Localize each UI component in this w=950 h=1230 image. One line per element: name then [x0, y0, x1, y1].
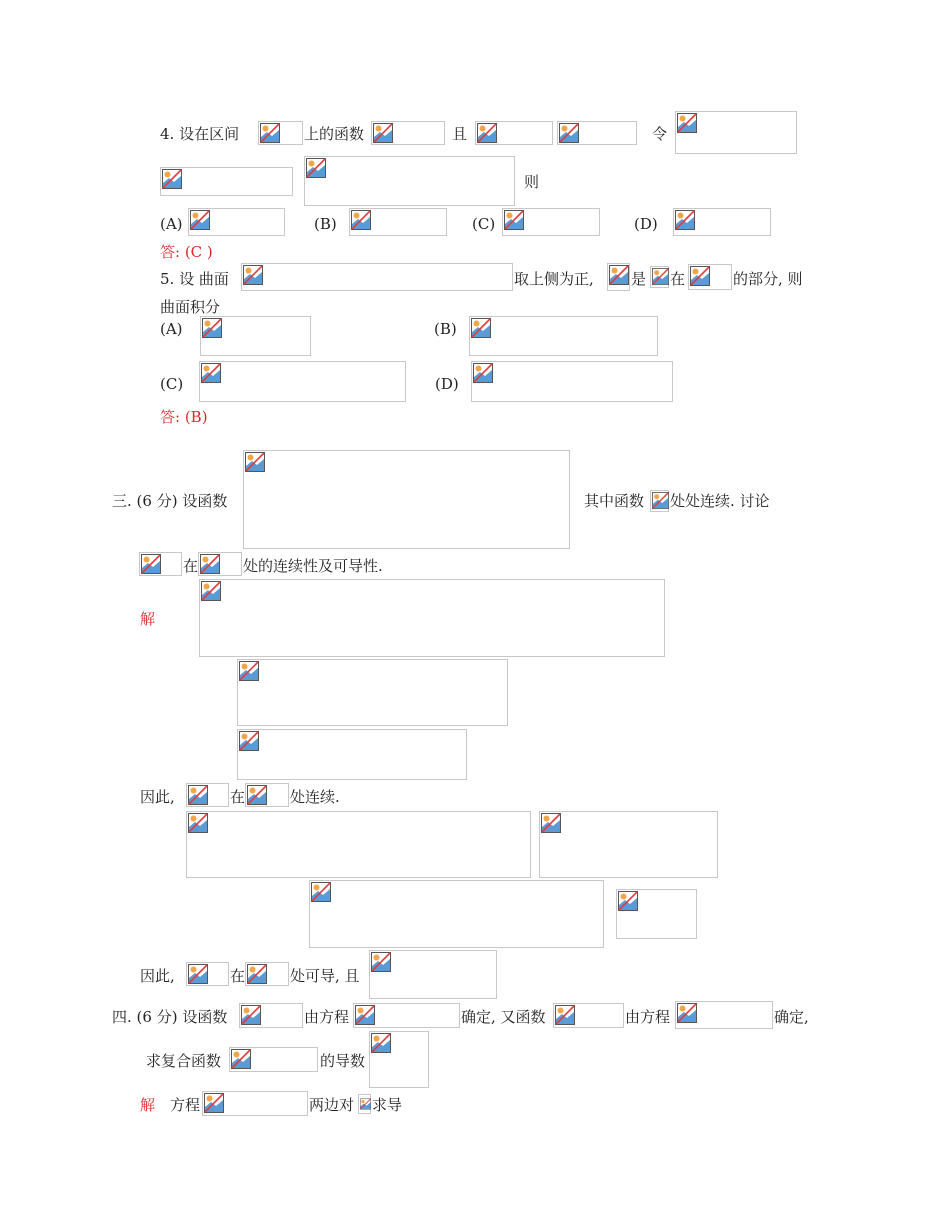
broken-image-icon — [618, 891, 638, 911]
s3-text: 因此, — [140, 788, 175, 806]
formula-image — [188, 208, 285, 236]
formula-image — [199, 579, 665, 657]
solution-label: 解 — [140, 610, 156, 628]
broken-image-icon — [690, 266, 710, 286]
broken-image-icon — [201, 363, 221, 383]
broken-image-icon — [141, 554, 161, 574]
broken-image-icon — [555, 1005, 575, 1025]
formula-image — [239, 1003, 303, 1028]
s4-text: 由方程 — [304, 1008, 350, 1026]
section-3-heading: 三. (6 分) 设函数 — [112, 492, 228, 510]
answer-text: 答: (C ) — [160, 243, 213, 261]
broken-image-icon — [504, 210, 524, 230]
formula-image — [304, 156, 515, 206]
solution-label: 解 — [140, 1096, 156, 1114]
q4-text: 4. 设在区间 — [160, 125, 240, 143]
broken-image-icon — [202, 318, 222, 338]
formula-image — [553, 1003, 624, 1028]
s3-text: 在 — [230, 788, 246, 806]
option-d-label: (D) — [435, 375, 459, 393]
broken-image-icon — [239, 731, 259, 751]
broken-image-icon — [247, 785, 267, 805]
broken-image-icon — [201, 581, 221, 601]
answer-text: 答: (B) — [160, 408, 208, 426]
broken-image-icon — [351, 210, 371, 230]
broken-image-icon — [311, 882, 331, 902]
formula-image — [198, 552, 242, 576]
q4-text: 上的函数 — [304, 125, 365, 143]
broken-image-icon — [541, 813, 561, 833]
formula-image — [475, 121, 553, 145]
formula-image — [471, 361, 673, 402]
formula-image — [186, 962, 229, 986]
s4-text: 求导 — [372, 1096, 403, 1114]
formula-image — [186, 811, 531, 878]
formula-image — [160, 167, 293, 196]
broken-image-icon — [188, 813, 208, 833]
formula-image — [245, 783, 289, 807]
broken-image-icon — [652, 492, 669, 509]
formula-image — [369, 950, 497, 999]
formula-image — [502, 208, 600, 236]
s3-text: 在 — [230, 967, 246, 985]
s3-text: 处可导, 且 — [290, 967, 360, 985]
broken-image-icon — [204, 1093, 224, 1113]
formula-image — [237, 729, 467, 780]
formula-image — [241, 263, 513, 291]
s4-text: 的导数 — [320, 1052, 366, 1070]
broken-image-icon — [675, 210, 695, 230]
formula-image — [353, 1003, 460, 1028]
formula-image — [202, 1091, 308, 1116]
formula-image — [675, 111, 797, 154]
q4-text: 令 — [652, 125, 668, 143]
formula-image — [675, 1001, 773, 1029]
broken-image-icon — [559, 123, 579, 143]
option-a-label: (A) — [160, 215, 183, 233]
formula-image — [557, 121, 637, 145]
broken-image-icon — [306, 158, 326, 178]
broken-image-icon — [239, 661, 259, 681]
q4-text: 且 — [452, 125, 468, 143]
formula-image — [607, 263, 630, 291]
option-d-label: (D) — [634, 215, 658, 233]
option-c-label: (C) — [472, 215, 496, 233]
s4-text: 方程 — [170, 1096, 201, 1114]
broken-image-icon — [373, 123, 393, 143]
s4-text: 由方程 — [625, 1008, 671, 1026]
option-a-label: (A) — [160, 320, 183, 338]
formula-image — [349, 208, 447, 236]
broken-image-icon — [231, 1049, 251, 1069]
broken-image-icon — [677, 113, 697, 133]
s4-text: 确定, — [774, 1008, 809, 1026]
formula-image — [139, 552, 182, 576]
formula-image — [688, 264, 732, 290]
s3-text: 其中函数 — [584, 492, 645, 510]
formula-image — [309, 880, 604, 948]
broken-image-icon — [371, 1033, 391, 1053]
formula-image — [539, 811, 718, 878]
section-4-heading: 四. (6 分) 设函数 — [112, 1008, 228, 1026]
broken-image-icon — [188, 964, 208, 984]
broken-image-icon — [200, 554, 220, 574]
broken-image-icon — [260, 123, 280, 143]
broken-image-icon — [243, 265, 263, 285]
s4-text: 确定, 又函数 — [461, 1008, 546, 1026]
q5-text: 5. 设 曲面 — [160, 270, 229, 288]
s3-text: 因此, — [140, 967, 175, 985]
formula-image — [237, 659, 508, 726]
option-c-label: (C) — [160, 375, 184, 393]
broken-image-icon — [245, 452, 265, 472]
broken-image-icon — [677, 1003, 697, 1023]
formula-image — [229, 1047, 318, 1072]
q5-text: 曲面积分 — [160, 298, 221, 316]
broken-image-icon — [360, 1096, 371, 1112]
formula-image — [245, 962, 289, 986]
broken-image-icon — [652, 268, 669, 285]
formula-image — [200, 316, 311, 356]
formula-image — [358, 1094, 371, 1114]
broken-image-icon — [188, 785, 208, 805]
broken-image-icon — [162, 169, 182, 189]
formula-image — [369, 1031, 429, 1088]
formula-image — [371, 121, 445, 145]
s4-text: 两边对 — [309, 1096, 355, 1114]
q5-text: 取上侧为正, — [514, 270, 594, 288]
broken-image-icon — [190, 210, 210, 230]
s3-text: 在 — [183, 557, 199, 575]
option-b-label: (B) — [314, 215, 337, 233]
formula-image — [673, 208, 771, 236]
formula-image — [650, 266, 669, 288]
broken-image-icon — [471, 318, 491, 338]
s3-text: 处连续. — [290, 788, 340, 806]
broken-image-icon — [355, 1005, 375, 1025]
broken-image-icon — [473, 363, 493, 383]
formula-image — [469, 316, 658, 356]
broken-image-icon — [609, 265, 629, 285]
formula-image — [243, 450, 570, 549]
broken-image-icon — [371, 952, 391, 972]
formula-image — [199, 361, 406, 402]
formula-image — [258, 121, 303, 145]
option-b-label: (B) — [434, 320, 457, 338]
s3-text: 处的连续性及可导性. — [243, 557, 383, 575]
broken-image-icon — [241, 1005, 261, 1025]
formula-image — [650, 490, 669, 512]
formula-image — [616, 889, 697, 939]
s3-text: 处处连续. 讨论 — [670, 492, 770, 510]
q4-text: 则 — [524, 173, 540, 191]
q5-text: 在 — [670, 270, 686, 288]
broken-image-icon — [247, 964, 267, 984]
q5-text: 是 — [631, 270, 647, 288]
broken-image-icon — [477, 123, 497, 143]
q5-text: 的部分, 则 — [733, 270, 803, 288]
s4-text: 求复合函数 — [146, 1052, 222, 1070]
formula-image — [186, 783, 229, 807]
